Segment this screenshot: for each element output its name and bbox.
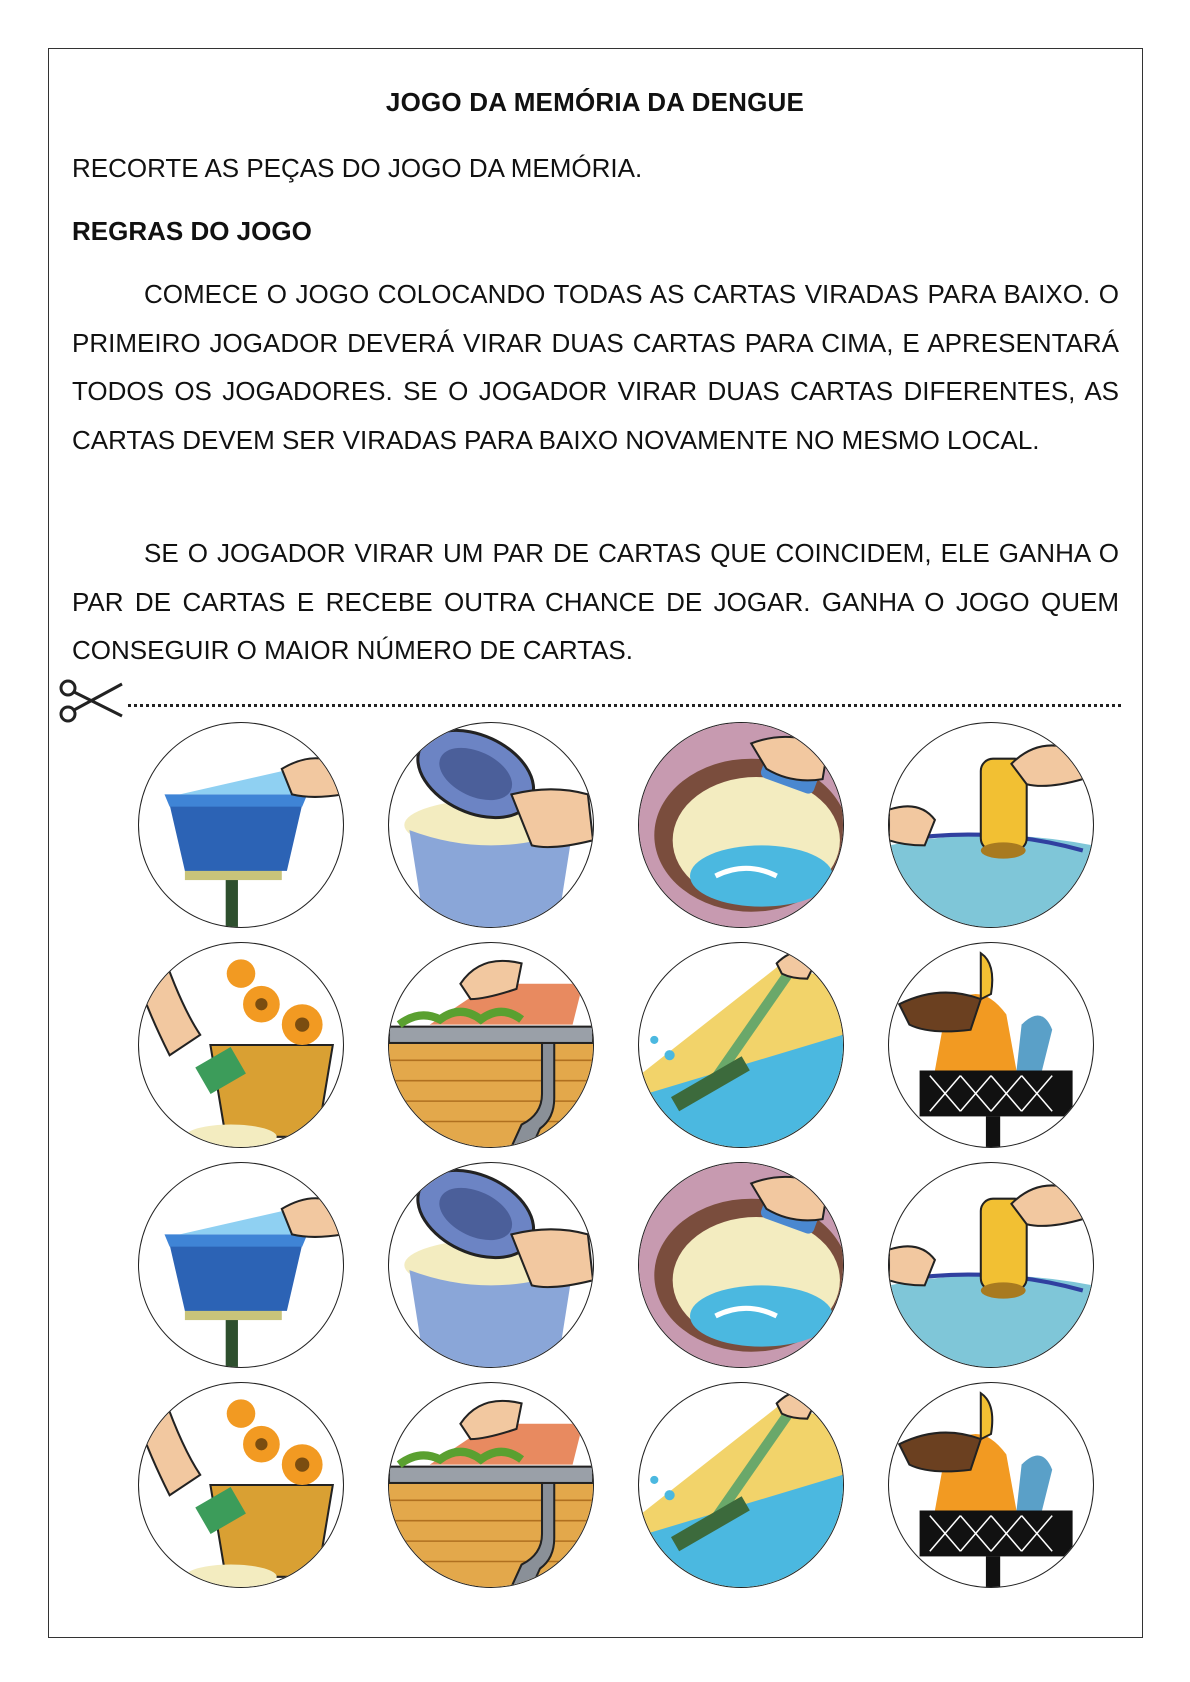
card-flower-pot[interactable] <box>138 1382 344 1588</box>
rules-paragraph-2: SE O JOGADOR VIRAR UM PAR DE CARTAS QUE COINCIDEM, ELE GANHA O PAR DE CARTAS E RECEBE OUTRA CHANCE DE JOGAR. GANHA O JOGO QUEM CONSEGUIR O MAIOR NÚMERO DE CARTAS. <box>72 538 1119 665</box>
page-title: JOGO DA MEMÓRIA DA DENGUE <box>385 87 805 117</box>
cut-line <box>56 676 1121 726</box>
trash-bin-icon <box>889 943 1093 1147</box>
card-bucket-lid[interactable] <box>388 1162 594 1368</box>
card-bottle[interactable] <box>888 722 1094 928</box>
card-water-tank[interactable] <box>138 722 344 928</box>
card-water-tank[interactable] <box>138 1162 344 1368</box>
roof-gutter-icon <box>389 1383 593 1587</box>
bottle-upside-down-icon <box>889 1163 1093 1367</box>
card-scrub-pot[interactable] <box>638 722 844 928</box>
scissors-icon <box>56 676 126 726</box>
squeegee-floor-icon <box>639 943 843 1147</box>
instruction-text: RECORTE AS PEÇAS DO JOGO DA MEMÓRIA. <box>72 153 643 183</box>
scrub-pot-icon <box>639 723 843 927</box>
card-flower-pot[interactable] <box>138 942 344 1148</box>
water-tank-lid-icon <box>139 1163 343 1367</box>
rules-heading: REGRAS DO JOGO <box>72 216 312 246</box>
card-bottle[interactable] <box>888 1162 1094 1368</box>
dotted-cut-line <box>128 704 1121 707</box>
card-scrub-pot[interactable] <box>638 1162 844 1368</box>
rules-paragraph-1: COMECE O JOGO COLOCANDO TODAS AS CARTAS VIRADAS PARA BAIXO. O PRIMEIRO JOGADOR DEVERÁ VIRAR DUAS CARTAS PARA CIMA, E APRESENTARÁ TODOS OS JOGADORES. SE O JOGADOR VIRAR DUAS CARTAS DIFERENTES, AS CARTAS DEVEM SER VIRADAS PARA BAIXO NOVAMENTE NO MESMO LOCAL. <box>72 279 1119 455</box>
card-squeegee[interactable] <box>638 1382 844 1588</box>
card-squeegee[interactable] <box>638 942 844 1148</box>
bucket-lid-icon <box>389 723 593 927</box>
bucket-lid-icon <box>389 1163 593 1367</box>
roof-gutter-icon <box>389 943 593 1147</box>
flower-pot-sand-icon <box>139 1383 343 1587</box>
trash-bin-icon <box>889 1383 1093 1587</box>
squeegee-floor-icon <box>639 1383 843 1587</box>
card-roof-gutter[interactable] <box>388 1382 594 1588</box>
memory-cards-grid <box>138 722 1093 1592</box>
card-bucket-lid[interactable] <box>388 722 594 928</box>
card-trash-bin[interactable] <box>888 942 1094 1148</box>
scrub-pot-icon <box>639 1163 843 1367</box>
water-tank-lid-icon <box>139 723 343 927</box>
bottle-upside-down-icon <box>889 723 1093 927</box>
flower-pot-sand-icon <box>139 943 343 1147</box>
card-trash-bin[interactable] <box>888 1382 1094 1588</box>
card-roof-gutter[interactable] <box>388 942 594 1148</box>
